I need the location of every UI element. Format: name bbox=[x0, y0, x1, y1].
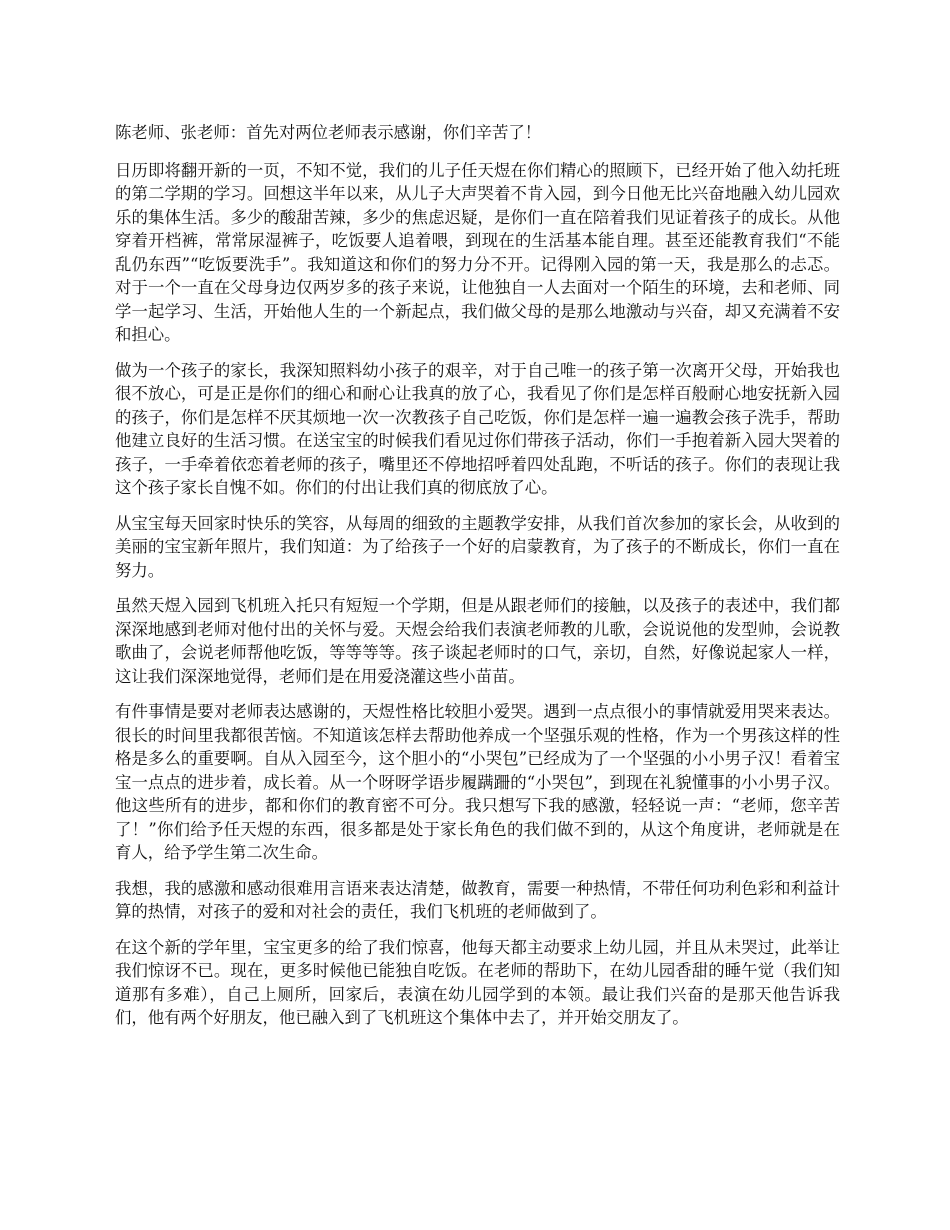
letter-paragraph: 有件事情是要对老师表达感谢的，天煜性格比较胆小爱哭。遇到一点点很小的事情就爱用哭来表达。很长的时间里我都很苦恼。不知道该怎样去帮助他养成一个坚强乐观的性格，作为一个男孩这样的性格是多么的重要啊。自从入园至今，这个胆小的“小哭包”已经成为了一个坚强的小小男子汉！看着宝宝一点点的进步着，成长着。从一个呀呀学语步履蹒跚的“小哭包”，到现在礼貌懂事的小小男子汉。他这些所有的进步，都和你们的教育密不可分。我只想写下我的感激，轻轻说一声：“老师，您辛苦了！”你们给予任天煜的东西，很多都是处于家长角色的我们做不到的，从这个角度讲，老师就是在育人，给予学生第二次生命。 bbox=[115, 702, 840, 862]
letter-paragraph: 日历即将翻开新的一页，不知不觉，我们的儿子任天煜在你们精心的照顾下，已经开始了他入幼托班的第二学期的学习。回想这半年以来，从儿子大声哭着不肯入园，到今日他无比兴奋地融入幼儿园欢乐的集体生活。多少的酸甜苦辣，多少的焦虑迟疑，是你们一直在陪着我们见证着孩子的成长。从他穿着开档裤，常常尿湿裤子，吃饭要人追着喂，到现在的生活基本能自理。甚至还能教育我们“不能乱仍东西”“吃饭要洗手”。我知道这和你们的努力分不开。记得刚入园的第一天，我是那么的忐忑。对于一个一直在父母身边仅两岁多的孩子来说，让他独自一人去面对一个陌生的环境，去和老师、同学一起学习、生活，开始他人生的一个新起点，我们做父母的是那么地激动与兴奋，却又充满着不安和担心。 bbox=[115, 160, 840, 344]
letter-document bbox=[115, 121, 840, 1042]
letter-paragraph: 做为一个孩子的家长，我深知照料幼小孩子的艰辛，对于自己唯一的孩子第一次离开父母，开始我也很不放心，可是正是你们的细心和耐心让我真的放了心，我看见了你们是怎样百般耐心地安抚新入园的孩子，你们是怎样不厌其烦地一次一次教孩子自己吃饭，你们是怎样一遍一遍教会孩子洗手，帮助他建立良好的生活习惯。在送宝宝的时候我们看见过你们带孩子活动，你们一手抱着新入园大哭着的孩子，一手牵着依恋着老师的孩子，嘴里还不停地招呼着四处乱跑，不听话的孩子。你们的表现让我这个孩子家长自愧不如。你们的付出让我们真的彻底放了心。 bbox=[115, 360, 840, 497]
letter-paragraph: 虽然天煜入园到飞机班入托只有短短一个学期，但是从跟老师们的接触，以及孩子的表述中，我们都深深地感到老师对他付出的关怀与爱。天煜会给我们表演老师教的儿歌，会说说他的发型帅，会说教歌曲了，会说老师帮他吃饭，等等等等。孩子谈起老师时的口气，亲切，自然，好像说起家人一样，这让我们深深地觉得，老师们是在用爱浇灌这些小苗苗。 bbox=[115, 596, 840, 686]
letter-paragraph: 在这个新的学年里，宝宝更多的给了我们惊喜，他每天都主动要求上幼儿园，并且从未哭过，此举让我们惊讶不已。现在，更多时候他已能独自吃饭。在老师的帮助下，在幼儿园香甜的睡午觉（我们知道那有多难），自己上厕所，回家后，表演在幼儿园学到的本领。最让我们兴奋的是那天他告诉我们，他有两个好朋友，他已融入到了飞机班这个集体中去了，并开始交朋友了。 bbox=[115, 937, 840, 1027]
letter-greeting: 陈老师、张老师：首先对两位老师表示感谢，你们辛苦了！ bbox=[115, 123, 542, 142]
letter-paragraph: 从宝宝每天回家时快乐的笑容，从每周的细致的主题教学安排，从我们首次参加的家长会，从收到的美丽的宝宝新年照片，我们知道：为了给孩子一个好的启蒙教育，为了孩子的不断成长，你们一直在努力。 bbox=[115, 513, 840, 580]
letter-paragraph: 我想，我的感激和感动很难用言语来表达清楚，做教育，需要一种热情，不带任何功利色彩和利益计算的热情，对孩子的爱和对社会的责任，我们飞机班的老师做到了。 bbox=[115, 878, 840, 921]
